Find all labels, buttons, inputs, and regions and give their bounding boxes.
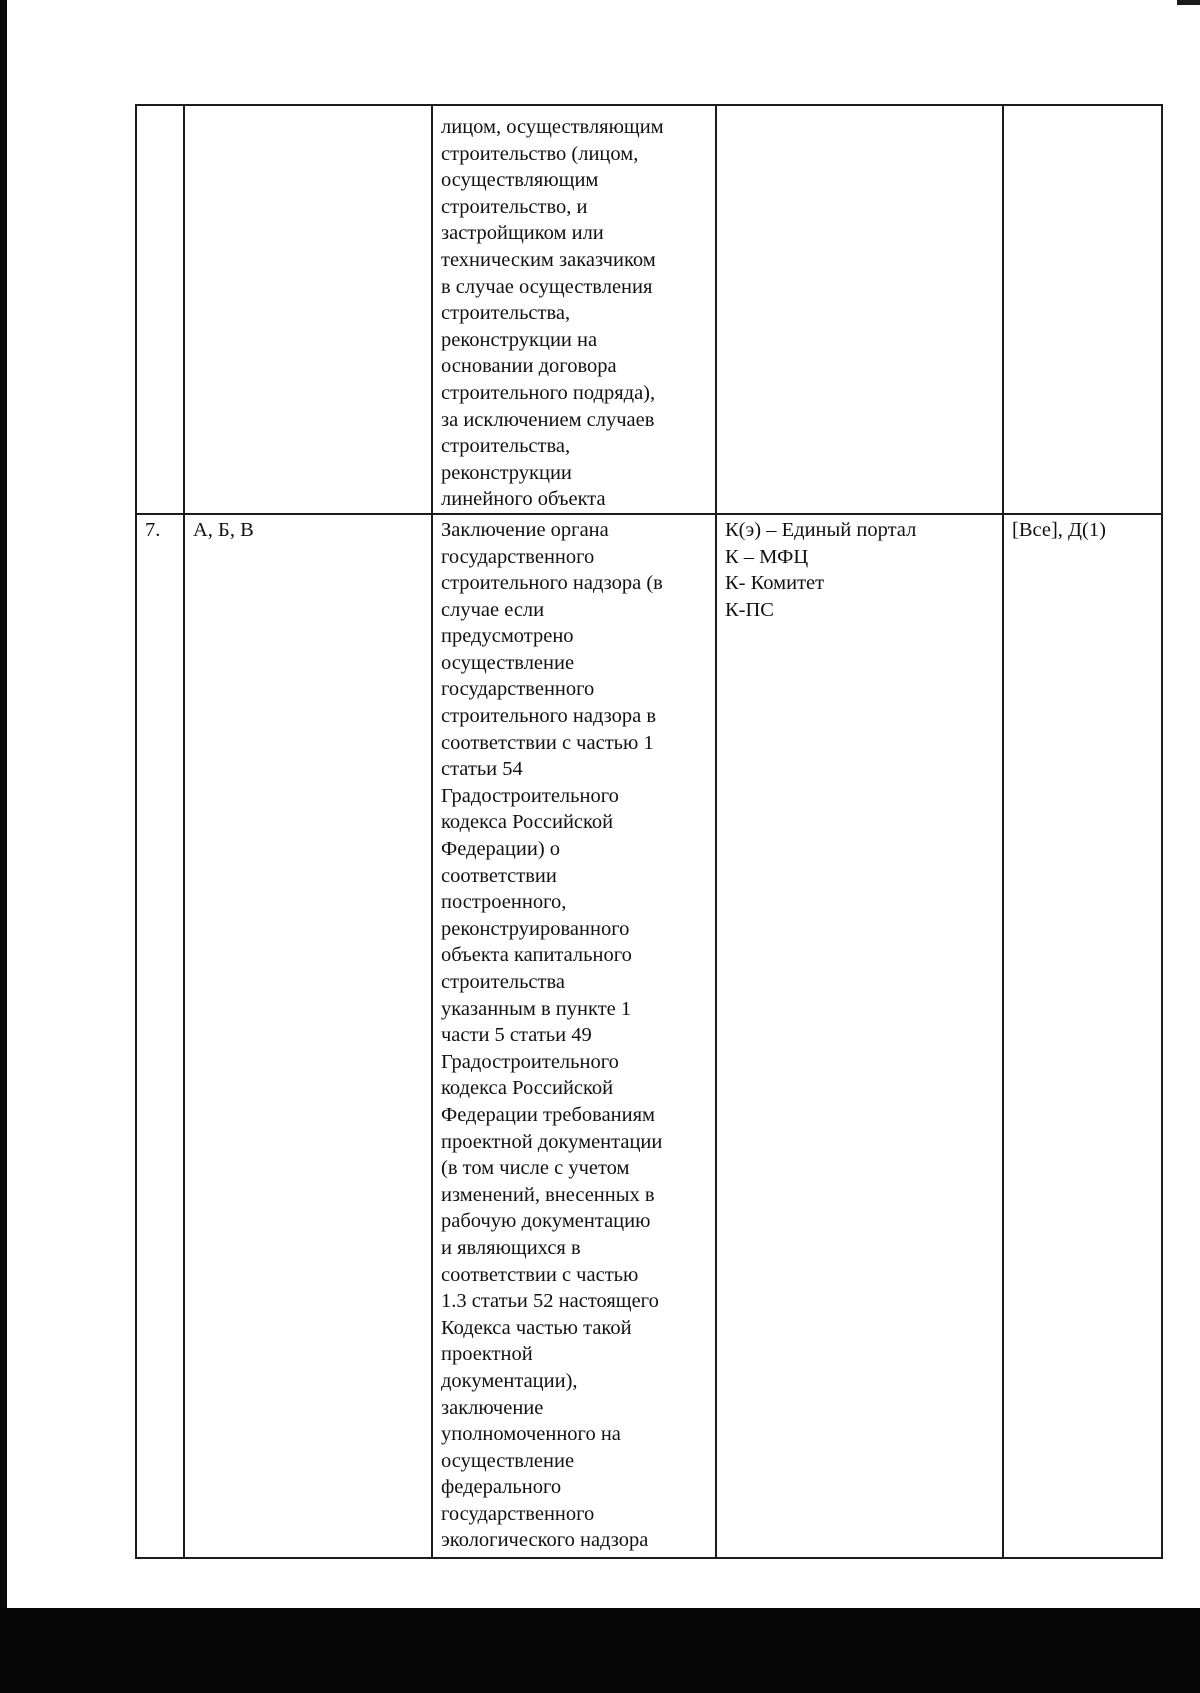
text-line: объекта капитального (441, 944, 632, 967)
cell-scope: [Все], Д(1) (1003, 514, 1162, 1558)
cell-document (432, 105, 716, 514)
text-line: государственного (441, 545, 595, 568)
text-line: государственного (441, 678, 595, 701)
text-line: за исключением случаев (441, 408, 655, 431)
text-line: (в том числе с учетом (441, 1157, 630, 1180)
channel-list (725, 106, 994, 114)
text-line: Градостроительного (441, 1050, 619, 1073)
cell-channels (716, 105, 1003, 514)
text-line: строительства, (441, 302, 571, 325)
text-line: Федерации) о (441, 838, 561, 861)
text-line: строительства (441, 971, 565, 993)
cell-number (136, 105, 184, 514)
text-line: в случае осуществления (441, 275, 653, 298)
text-line: федерального (441, 1476, 562, 1499)
cell-document (432, 514, 716, 1558)
scan-left-edge (0, 0, 7, 1618)
cell-channels (716, 514, 1003, 1558)
text-line: Заключение органа (441, 518, 609, 541)
text-line: Кодекса частью такой (441, 1316, 632, 1339)
text-line: осуществление (441, 651, 575, 674)
text-line: статьи 54 (441, 758, 523, 781)
text-line: реконструкции на (441, 328, 598, 351)
text-line: кодекса Российской (441, 1077, 614, 1100)
text-line: реконструированного (441, 917, 630, 940)
text-line: строительного подряда), (441, 381, 656, 404)
text-line: кодекса Российской (441, 811, 614, 834)
text-line: соответствии с частью 1 (441, 731, 654, 754)
text-line: предусмотрено (441, 625, 574, 648)
cell-scope (1003, 105, 1162, 514)
cell-applicants (184, 105, 432, 514)
text-line: лицом, осуществляющим (441, 116, 664, 138)
document-table (135, 104, 1163, 1559)
table-row-7 (136, 514, 1162, 1558)
text-line: заключение (441, 1396, 544, 1419)
text-line: построенного, (441, 891, 567, 914)
text-line: К(э) – Единый портал (725, 518, 917, 541)
text-line: проектной (441, 1343, 533, 1366)
text-line: части 5 статьи 49 (441, 1024, 592, 1047)
text-line: случае если (441, 598, 545, 621)
scan-corner-mark (1177, 0, 1200, 5)
text-line: Градостроительного (441, 784, 619, 807)
text-line: соответствии с частью (441, 1263, 639, 1286)
text-line: экологического надзора (441, 1529, 649, 1552)
scan-bottom-band (0, 1608, 1200, 1693)
text-line: государственного (441, 1502, 595, 1525)
text-line: осуществление (441, 1449, 575, 1472)
text-line: Федерации требованиям (441, 1103, 656, 1126)
text-line: указанным в пункте 1 (441, 997, 632, 1020)
table-row-continuation (136, 105, 1162, 514)
text-line: К- Комитет (725, 572, 825, 595)
text-line: документации), (441, 1369, 578, 1392)
text-line: застройщиком или (441, 222, 604, 245)
text-line: осуществляющим (441, 169, 599, 192)
text-line: основании договора (441, 355, 617, 378)
text-line: К-ПС (725, 598, 774, 621)
text-line: и являющихся в (441, 1236, 581, 1259)
cell-applicants: А, Б, В (184, 514, 432, 1558)
text-line: строительного надзора (в (441, 572, 663, 595)
text-line: изменений, внесенных в (441, 1183, 655, 1206)
text-line: строительного надзора в (441, 705, 657, 728)
channel-list (725, 517, 994, 623)
text-line: линейного объекта (441, 488, 606, 511)
text-line: соответствии (441, 864, 557, 887)
text-line: рабочую документацию (441, 1210, 651, 1233)
text-line: проектной документации (441, 1130, 663, 1153)
text-line: уполномоченного на (441, 1423, 621, 1446)
text-line: К – МФЦ (725, 545, 809, 568)
cell-number: 7. (136, 514, 184, 1558)
text-line: реконструкции (441, 461, 572, 484)
text-line: 1.3 статьи 52 настоящего (441, 1290, 659, 1313)
document-text (441, 106, 707, 513)
text-line: техническим заказчиком (441, 248, 656, 271)
text-line: строительство (лицом, (441, 142, 639, 165)
text-line: строительство, и (441, 195, 588, 218)
document-text (441, 517, 707, 1554)
text-line: строительства, (441, 435, 571, 458)
